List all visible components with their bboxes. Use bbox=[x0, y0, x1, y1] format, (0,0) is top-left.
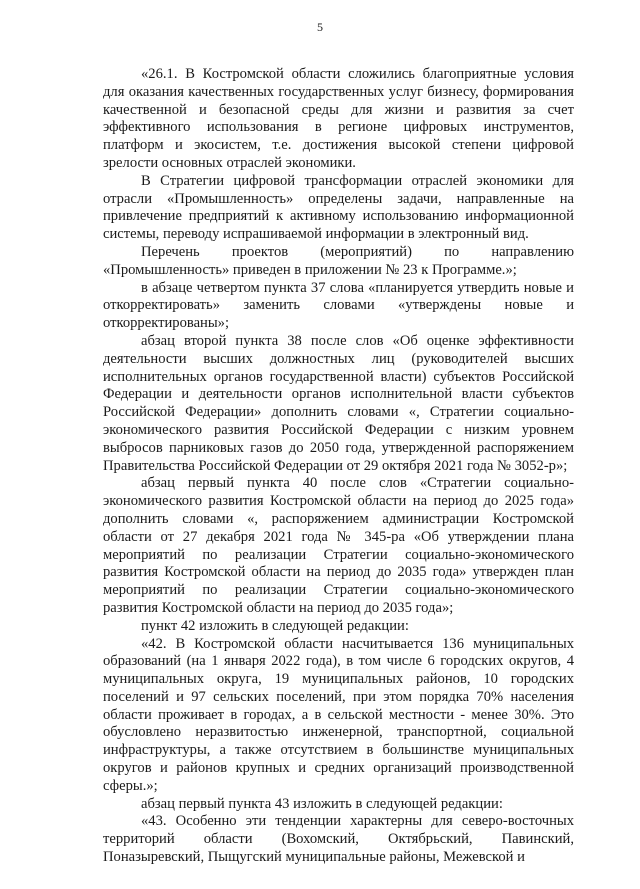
page-number: 5 bbox=[317, 20, 323, 34]
paragraph: Перечень проектов (мероприятий) по направлению «Промышленность» приведен в приложении № 23 к Программе.»; bbox=[103, 243, 574, 278]
paragraph: «42. В Костромской области насчитывается 136 муниципальных образований (на 1 января 2022 года), в том числе 6 городских округов, 4 муниципальных округа, 19 муниципальных районов, 10 городских поселений и 97 сельских поселений, при этом порядка 70% населения области проживает в городах, а в сельской местности - менее 30%. Это обусловлено неразвитостью инженерной, транспортной, социальной инфраструктуры, а также отсутствием в большинстве муниципальных округов и районов крупных и средних организаций производственной сферы.»; bbox=[103, 635, 574, 794]
paragraph: пункт 42 изложить в следующей редакции: bbox=[141, 617, 409, 634]
paragraph: абзац первый пункта 43 изложить в следующей редакции: bbox=[141, 795, 503, 812]
paragraph: абзац первый пункта 40 после слов «Стратегии социально-экономического развития Костромской области на период до 2025 года» дополнить словами «, распоряжением администрации Костромской области от 27 декабря 2021 года № 345-ра «Об утверждении плана мероприятий по реализации Стратегии социально-экономического развития Костромской области на период до 2035 года» утвержден план мероприятий по реализации Стратегии социально-экономического развития Костромской области на период до 2035 года»; bbox=[103, 475, 574, 616]
paragraph: «26.1. В Костромской области сложились благоприятные условия для оказания качественных государственных услуг бизнесу, формирования качественной и безопасной среды для жизни и развития за счет эффективного использования в регионе цифровых инструментов, платформ и экосистем, т.е. достижения высокой степени цифровой зрелости основных отраслей экономики. bbox=[103, 66, 574, 171]
document-body bbox=[103, 66, 574, 867]
paragraph: абзац второй пункта 38 после слов «Об оценке эффективности деятельности высших должностных лиц (руководителей высших исполнительных органов государственной власти) субъектов Российской Федерации и деятельности органов исполнительной власти субъектов Российской Федерации» дополнить словами «, Стратегии социально-экономического развития Российской Федерации с низким уровнем выбросов парниковых газов до 2050 года, утвержденной распоряжением Правительства Российской Федерации от 29 октября 2021 года № 3052-р»; bbox=[103, 332, 574, 474]
paragraph: в абзаце четвертом пункта 37 слова «планируется утвердить новые и откорректировать» заменить словами «утверждены новые и откорректированы»; bbox=[103, 279, 574, 332]
paragraph: «43. Особенно эти тенденции характерны для северо-восточных территорий области (Вохомский, Октябрьский, Павинский, Поназыревский, Пыщугский муниципальные районы, Межевской и bbox=[103, 813, 574, 866]
paragraph: В Стратегии цифровой трансформации отраслей экономики для отрасли «Промышленность» определены задачи, направленные на привлечение предприятий к активному использованию информационной системы, переводу испрашиваемой информации в электронный вид. bbox=[103, 172, 574, 243]
